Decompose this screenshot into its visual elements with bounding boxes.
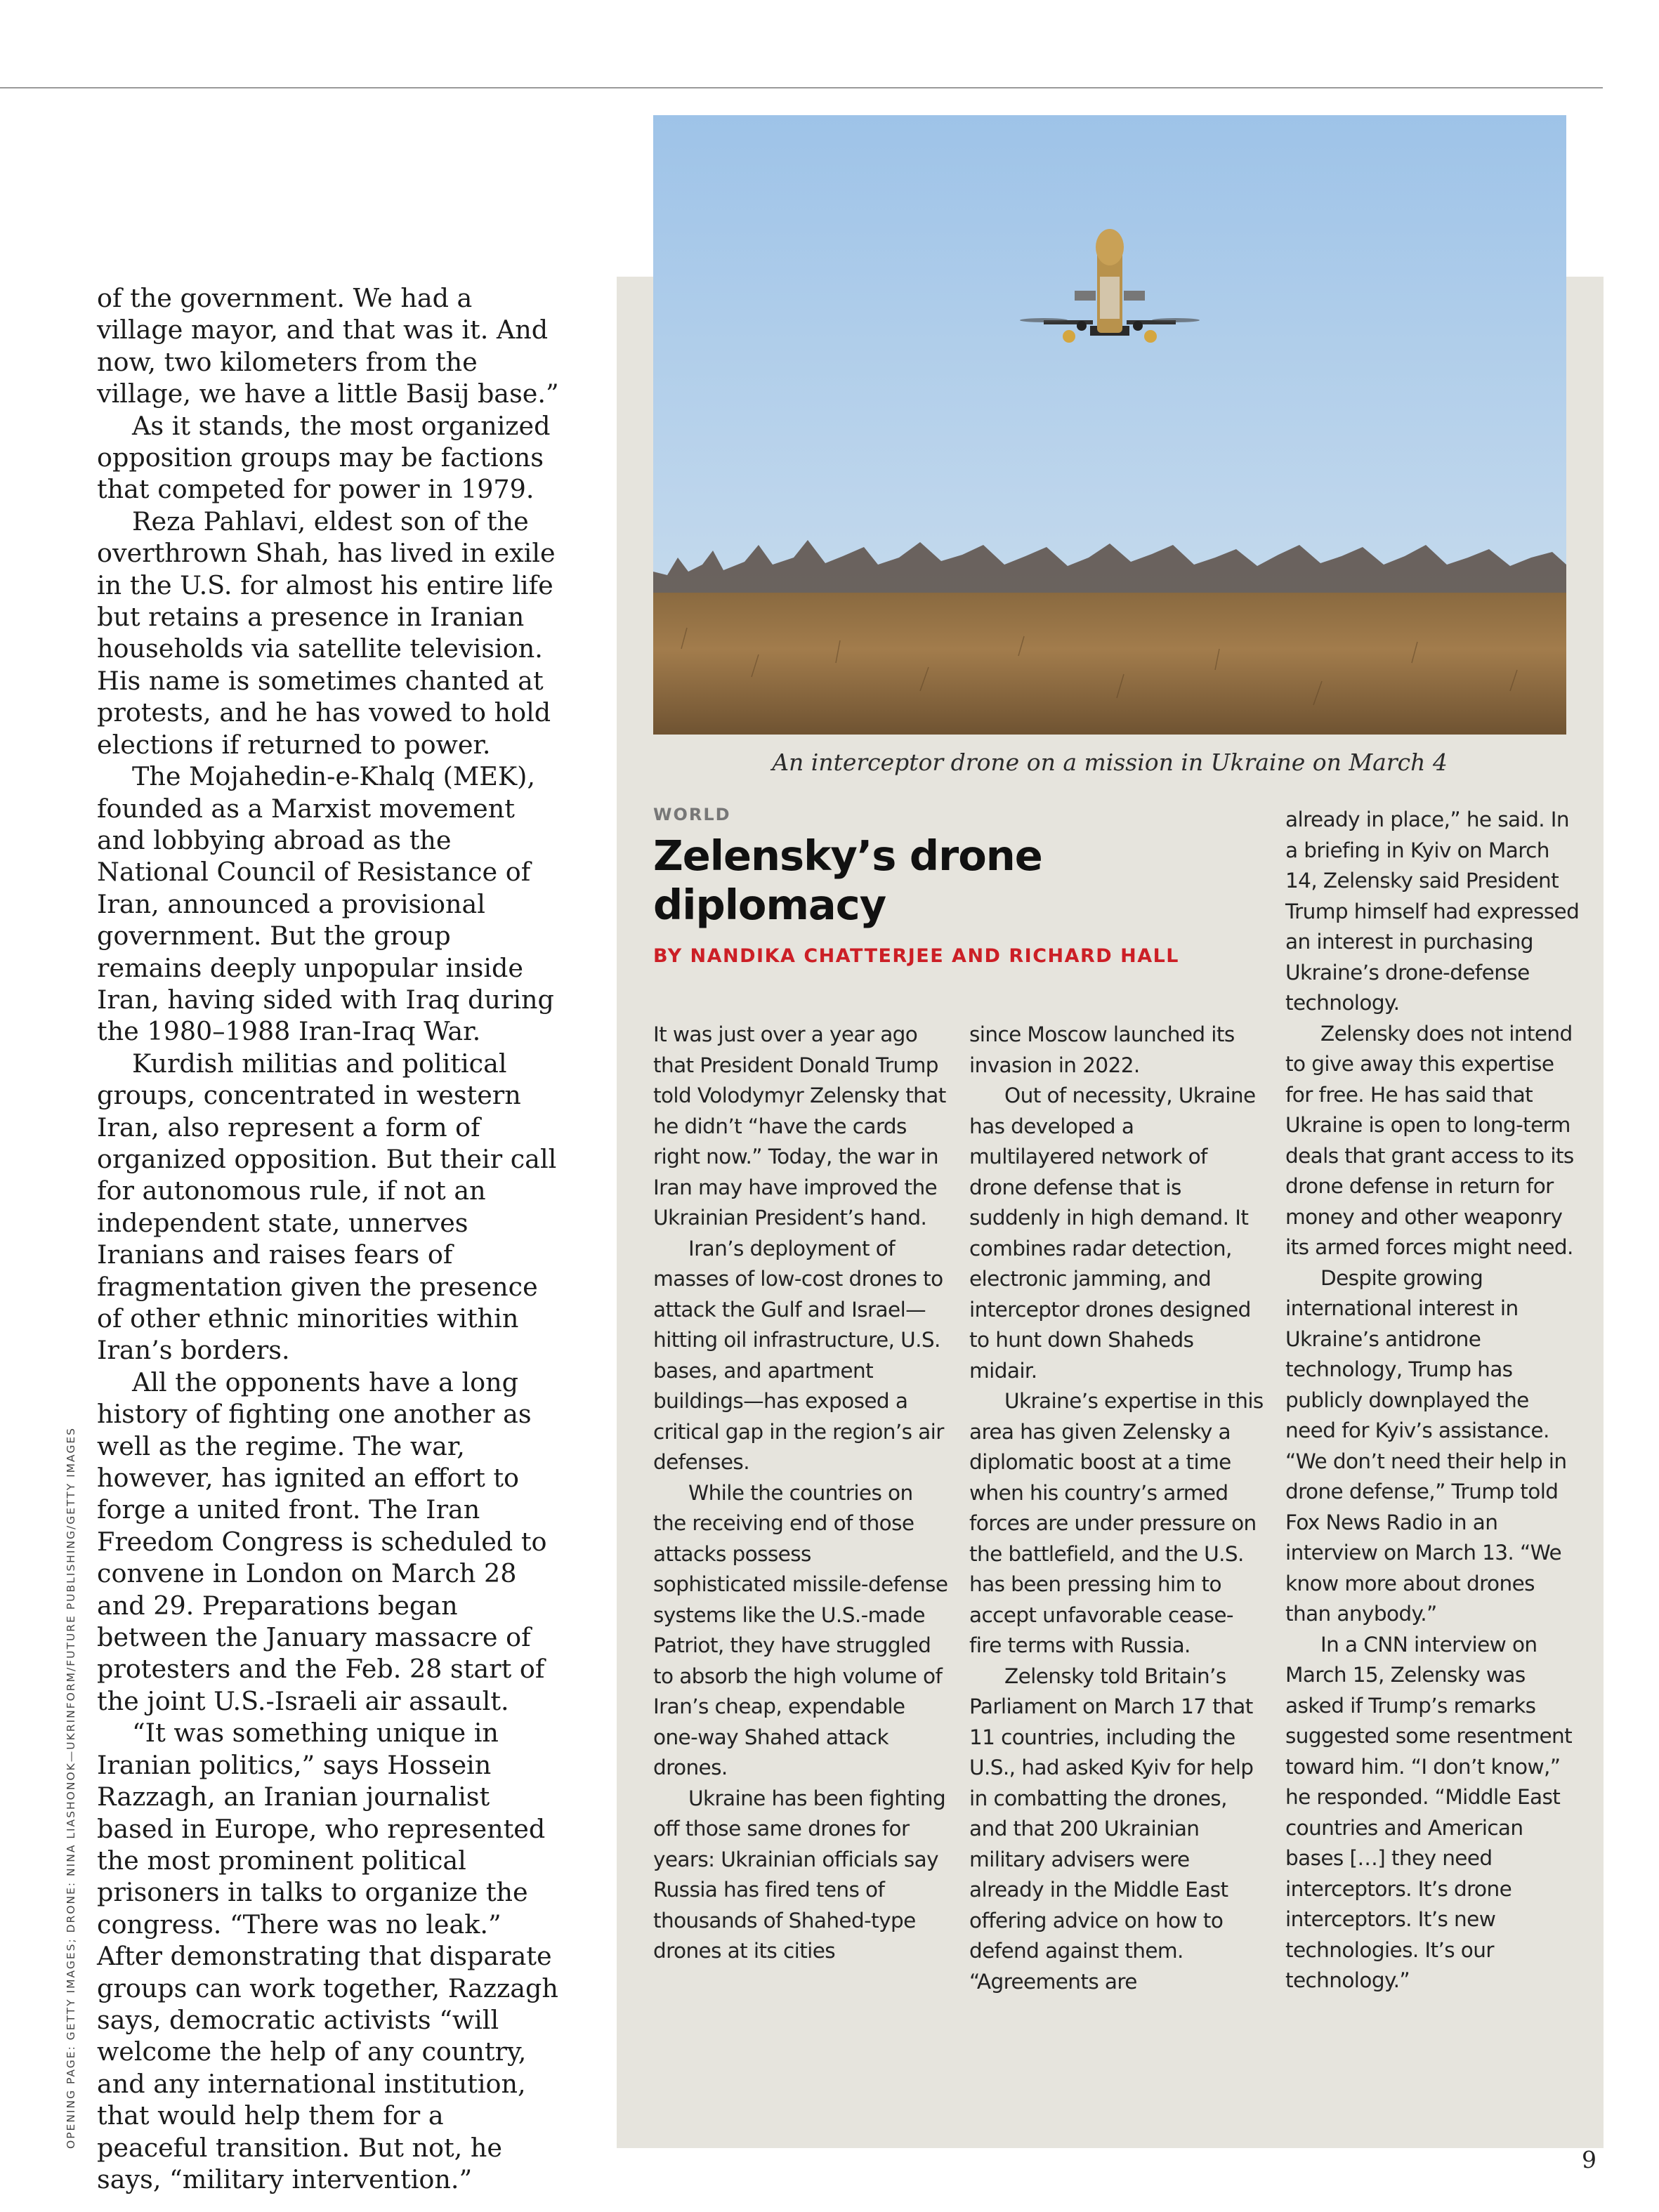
paragraph: Iran’s deployment of masses of low-cost drones to attack the Gulf and Israel—hitting oil infrastructure, U.S. bases, and apartment buildings—has exposed a critical gap in the region’s air defenses. [653,1236,944,1474]
paragraph: While the countries on the receiving end of those attacks possess sophisticated missile-defense systems like the U.S.-made Patriot, they have struggled to absorb the high volume of Iran’s cheap, expendable one-way Shahed attack drones. [653,1480,948,1779]
paragraph: “It was something unique in Iranian politics,” says Hossein Razzagh, an Iranian journalist based in Europe, who represented the most prominent political prisoners in talks to organize the congress. “There was no leak.” After demonstrating that disparate groups can work together, Razzagh says, democratic activists “will welcome the help of any country, and any international institution, that would help them for a peaceful transition. But not, he says, “military intervention.” [97,1718,558,2194]
sidebar-column-2 [969,1020,1264,1997]
sidebar-column-1 [653,1020,948,1967]
byline: BY NANDIKA CHATTERJEE AND RICHARD HALL [653,945,1180,967]
article-column [97,282,560,2195]
page-number: 9 [1582,2146,1596,2173]
headline: Zelensky’s drone diplomacy [653,831,1042,929]
paragraph: It was just over a year ago that President Donald Trump told Volodymyr Zelensky that he didn’t “have the cards right now.” Today, the war in Iran may have improved the Ukrainian President’s hand. [653,1022,946,1230]
paragraph: The Mojahedin-e-Khalq (MEK), founded as a Marxist movement and lobbying abroad as the National Council of Resistance of Iran, announced a provisional government. But the group remains deeply unpopular inside Iran, having sided with Iraq during the 1980–1988 Iran-Iraq War. [97,761,554,1047]
paragraph: since Moscow launched its invasion in 2022. [969,1022,1235,1077]
paragraph: of the government. We had a village mayor, and that was it. And now, two kilometers from the village, we have a little Basij base.” [97,283,559,409]
section-label: WORLD [653,805,731,824]
paragraph: In a CNN interview on March 15, Zelensky was asked if Trump’s remarks suggested some resentment toward him. “I don’t know,” he responded. “Middle East countries and American bases […] they need interceptors. It’s drone interceptors. It’s new technologies. It’s our technology.” [1285,1632,1573,1992]
paragraph: Zelensky does not intend to give away this expertise for free. He has said that Ukraine is open to long-term deals that grant access to its drone defense in return for money and other weaponry its armed forces might need. [1285,1021,1574,1259]
drone-photo [653,115,1566,735]
paragraph: Ukraine’s expertise in this area has given Zelensky a diplomatic boost at a time when his country’s armed forces are under pressure on the battlefield, and the U.S. has been pressing him to accept unfavorable cease-fire terms with Russia. [969,1389,1264,1657]
paragraph: All the opponents have a long history of fighting one another as well as the regime. The war, however, has ignited an effort to forge a united front. The Iran Freedom Congress is scheduled to convene in London on March 28 and 29. Preparations began between the January massacre of protesters and the Feb. 28 start of the joint U.S.-Israeli air assault. [97,1367,547,1716]
paragraph: As it stands, the most organized opposition groups may be factions that competed for power in 1979. [97,410,551,505]
paragraph: Reza Pahlavi, eldest son of the overthrown Shah, has lived in exile in the U.S. for almost his entire life but retains a presence in Iranian households via satellite television. His name is sometimes chanted at protests, and he has vowed to hold elections if returned to power. [97,506,556,760]
sidebar-column-3 [1285,805,1580,1996]
paragraph: Ukraine has been fighting off those same drones for years: Ukrainian officials say Russia has fired tens of thousands of Shahed-type drones at its cities [653,1786,946,1963]
photo-caption: An interceptor drone on a mission in Ukraine on March 4 [772,749,1448,776]
paragraph: Kurdish militias and political groups, concentrated in western Iran, also represent a form of organized opposition. But their call for autonomous rule, if not an independent state, unnerves Iranians and raises fears of fragmentation given the presence of other ethnic minorities within Iran’s borders. [97,1048,557,1366]
paragraph: already in place,” he said. In a briefing in Kyiv on March 14, Zelensky said President Trump himself had expressed an interest in purchasing Ukraine’s drone-defense technology. [1285,808,1580,1015]
paragraph: Despite growing international interest in Ukraine’s antidrone technology, Trump has publicly downplayed the need for Kyiv’s assistance. “We don’t need their help in drone defense,” Trump told Fox News Radio in an interview on March 13. “We know more about drones than anybody.” [1285,1265,1567,1626]
paragraph: Zelensky told Britain’s Parliament on March 17 that 11 countries, including the U.S., had asked Kyiv for help in combatting the drones, and that 200 Ukrainian military advisers were already in the Middle East offering advice on how to defend against them. “Agreements are [969,1664,1254,1994]
paragraph: Out of necessity, Ukraine has developed a multilayered network of drone defense that is suddenly in high demand. It combines radar detection, electronic jamming, and interceptor drones designed to hunt down Shaheds midair. [969,1084,1256,1383]
photo-credit: OPENING PAGE: GETTY IMAGES; DRONE: NINA LIASHONOK—UKRINFORM/FUTURE PUBLISHING/GETTY IMAGES [65,1426,77,2149]
top-rule [0,87,1603,88]
